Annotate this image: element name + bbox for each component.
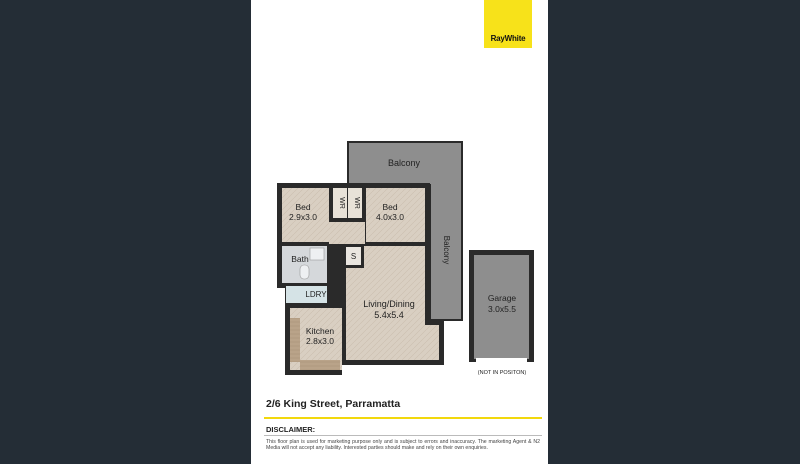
garage-door — [476, 358, 527, 362]
living-name: Living/Dining — [363, 299, 415, 309]
storage-label: S — [350, 252, 357, 261]
bath-label: Bath — [291, 254, 309, 264]
disclaimer-text: This floor plan is used for marketing purpose only and is subject to errors and inaccuracy. The marketing Agent & N2 Media will not accept any liability. Interested parties should make and rely on their own enquiries. — [266, 439, 540, 452]
grey-divider — [264, 435, 542, 436]
garage-note: (NOT IN POSITON) — [477, 370, 527, 376]
bed2-name: Bed — [382, 202, 398, 212]
kitchen-bench-bottom — [300, 360, 340, 370]
floor-plan — [251, 0, 548, 390]
bed1-size: 2.9x3.0 — [289, 212, 317, 222]
kitchen-name: Kitchen — [305, 326, 335, 336]
hallway — [329, 222, 365, 244]
garage — [469, 250, 534, 376]
wr1-label: WR — [338, 197, 345, 209]
balcony-top-label: Balcony — [387, 158, 421, 168]
wr2-label: WR — [353, 197, 360, 209]
living-size: 5.4x5.4 — [374, 310, 404, 320]
laundry-label: LDRY — [305, 290, 327, 299]
kitchen-size: 2.8x3.0 — [306, 336, 334, 346]
bed1-name: Bed — [295, 202, 311, 212]
garage-name: Garage — [487, 293, 517, 303]
balcony-side-label: Balcony — [442, 235, 451, 265]
disclaimer-title: DISCLAIMER: — [266, 425, 316, 434]
bed2-size: 4.0x3.0 — [376, 212, 404, 222]
vanity — [310, 248, 324, 260]
yellow-divider — [264, 417, 542, 419]
logo-text: RayWhite — [490, 34, 526, 43]
toilet — [300, 265, 309, 279]
property-address: 2/6 King Street, Parramatta — [266, 398, 401, 410]
kitchen-bench — [290, 318, 300, 362]
garage-size: 3.0x5.5 — [488, 304, 516, 314]
